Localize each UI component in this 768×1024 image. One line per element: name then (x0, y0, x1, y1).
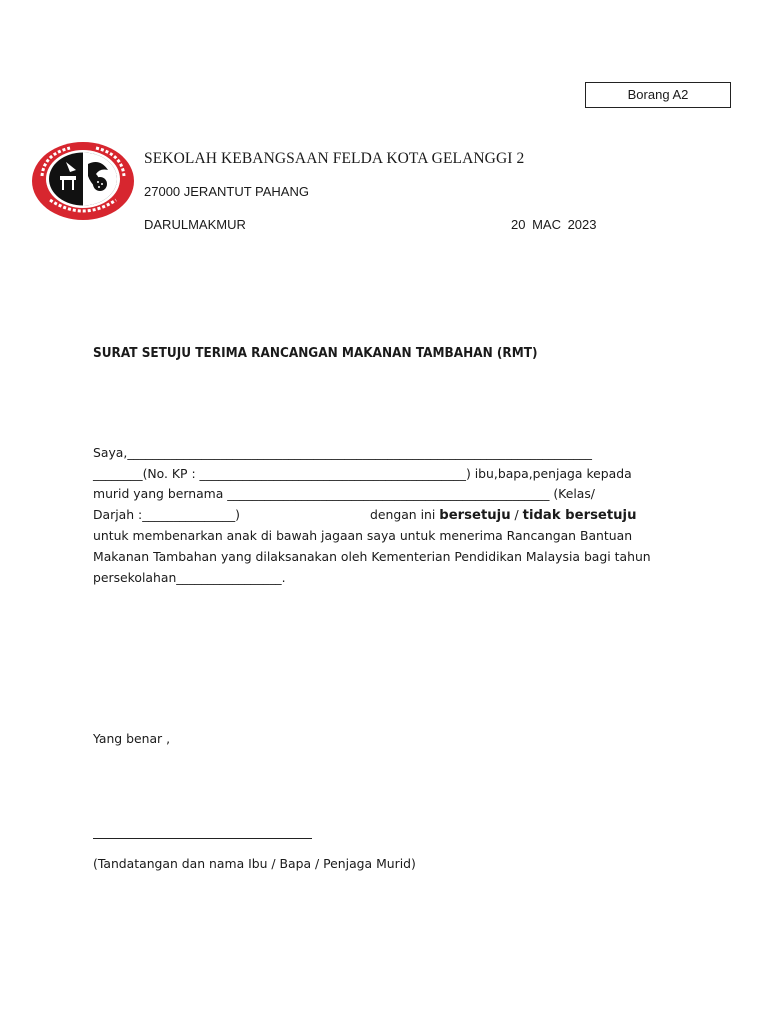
body-line-6: Makanan Tambahan yang dilaksanakan oleh Kementerian Pendidikan Malaysia bagi tahun (93, 548, 651, 564)
body-line-ic: ________(No. KP : ___________________________________________) ibu,bapa,penjaga kepada (93, 465, 632, 481)
agree-option: bersetuju (439, 507, 511, 523)
body-line-5: untuk membenarkan anak di bawah jagaan saya untuk menerima Rancangan Bantuan (93, 528, 633, 544)
address-line-2: DARULMAKMUR (144, 217, 246, 232)
body-line-name: Saya,___________________________________________________________________________ (93, 445, 592, 460)
class-field-text: Darjah :_______________) (93, 506, 240, 522)
consent-lead-text: dengan ini (370, 506, 436, 522)
option-separator: / (510, 506, 523, 522)
body-line-year: persekolahan_________________. (93, 569, 286, 585)
school-name: SEKOLAH KEBANGSAAN FELDA KOTA GELANGGI 2 (144, 150, 525, 167)
letter-date: 20 MAC 2023 (511, 217, 597, 232)
signature-line (93, 838, 312, 839)
disagree-option: tidak bersetuju (522, 507, 637, 523)
school-crest-icon (30, 140, 136, 222)
body-line-class (93, 505, 683, 527)
document-title: SURAT SETUJU TERIMA RANCANGAN MAKANAN TAMBAHAN (RMT) (93, 346, 538, 361)
form-code-box: Borang A2 (585, 82, 731, 108)
body-line-student: murid yang bernama ____________________________________________________ (Kelas/ (93, 486, 595, 502)
closing-text: Yang benar , (93, 731, 171, 746)
consent-paragraph (93, 443, 683, 588)
signature-caption: (Tandatangan dan nama Ibu / Bapa / Penjaga Murid) (93, 856, 416, 871)
address-line-1: 27000 JERANTUT PAHANG (144, 184, 309, 199)
